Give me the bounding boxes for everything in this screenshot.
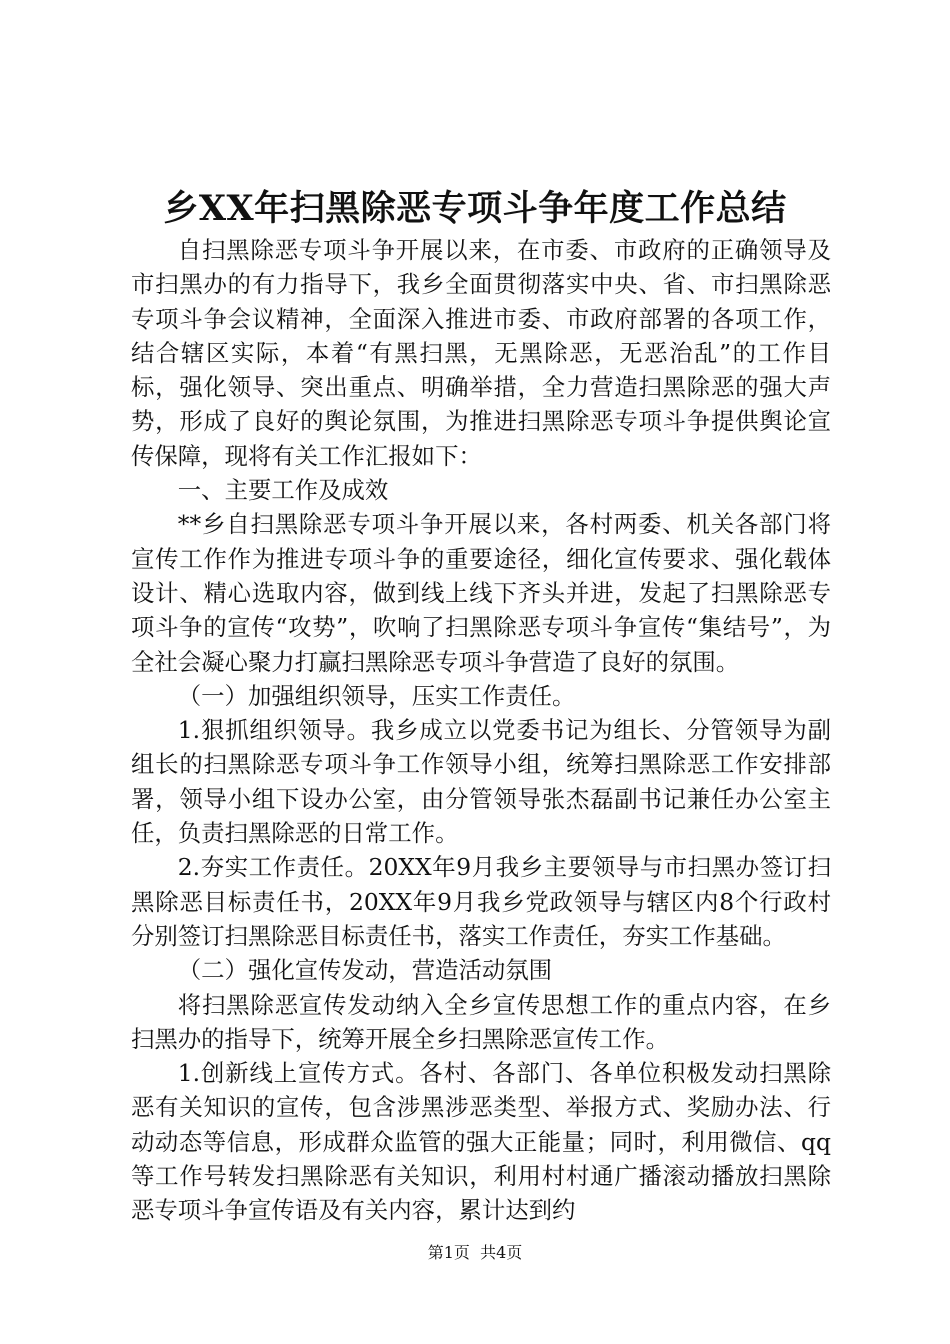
overview-paragraph: **乡自扫黑除恶专项斗争开展以来，各村两委、机关各部门将宣传工作作为推进专项斗争的重要途径，细化宣传要求、强化载体设计、精心选取内容，做到线上线下齐头并进，发起了扫黑除恶专项斗争的宣传“攻势”，吹响了扫黑除恶专项斗争宣传“集结号”，为全社会凝心聚力打赢扫黑除恶专项斗争营造了良好的氛围。 [131,510,831,676]
document-body [131,233,831,1228]
document-title: 乡XX年扫黑除恶专项斗争年度工作总结 [163,188,787,229]
publicity-paragraph: 将扫黑除恶宣传发动纳入全乡宣传思想工作的重点内容，在乡扫黑办的指导下，统筹开展全乡扫黑除恶宣传工作。 [131,990,831,1053]
intro-paragraph: 自扫黑除恶专项斗争开展以来，在市委、市政府的正确领导及市扫黑办的有力指导下，我乡全面贯彻落实中央、省、市扫黑除恶专项斗争会议精神，全面深入推进市委、市政府部署的各项工作，结合辖区实际，本着“有黑扫黑，无黑除恶，无恶治乱”的工作目标，强化领导、突出重点、明确举措，全力营造扫黑除恶的强大声势，形成了良好的舆论氛围，为推进扫黑除恶专项斗争提供舆论宣传保障，现将有关工作汇报如下： [131,236,831,470]
page-footer [0,1242,950,1264]
page-total: 共4页 [480,1243,523,1262]
item-online-publicity: 1.创新线上宣传方式。各村、各部门、各单位积极发动扫黑除恶有关知识的宣传，包含涉黑涉恶类型、举报方式、奖励办法、行动动态等信息，形成群众监管的强大正能量；同时，利用微信、qq等工作号转发扫黑除恶有关知识，利用村村通广播滚动播放扫黑除恶专项斗争宣传语及有关内容，累计达到约 [131,1059,831,1225]
item-organization-leadership: 1.狠抓组织领导。我乡成立以党委书记为组长、分管领导为副组长的扫黑除恶专项斗争工作领导小组，统筹扫黑除恶工作安排部署，领导小组下设办公室，由分管领导张杰磊副书记兼任办公室主任，负责扫黑除恶的日常工作。 [131,716,831,848]
item-responsibility: 2.夯实工作责任。20XX年9月我乡主要领导与市扫黑办签订扫黑除恶目标责任书，20XX年9月我乡党政领导与辖区内8个行政村分别签订扫黑除恶目标责任书，落实工作责任，夯实工作基础。 [131,853,831,950]
subsection-heading-publicity: （二）强化宣传发动，营造活动氛围 [177,956,553,985]
section-heading-main-work: 一、主要工作及成效 [177,476,389,505]
page-number: 第1页 [427,1243,470,1262]
subsection-heading-organization: （一）加强组织领导，压实工作责任。 [177,681,576,710]
